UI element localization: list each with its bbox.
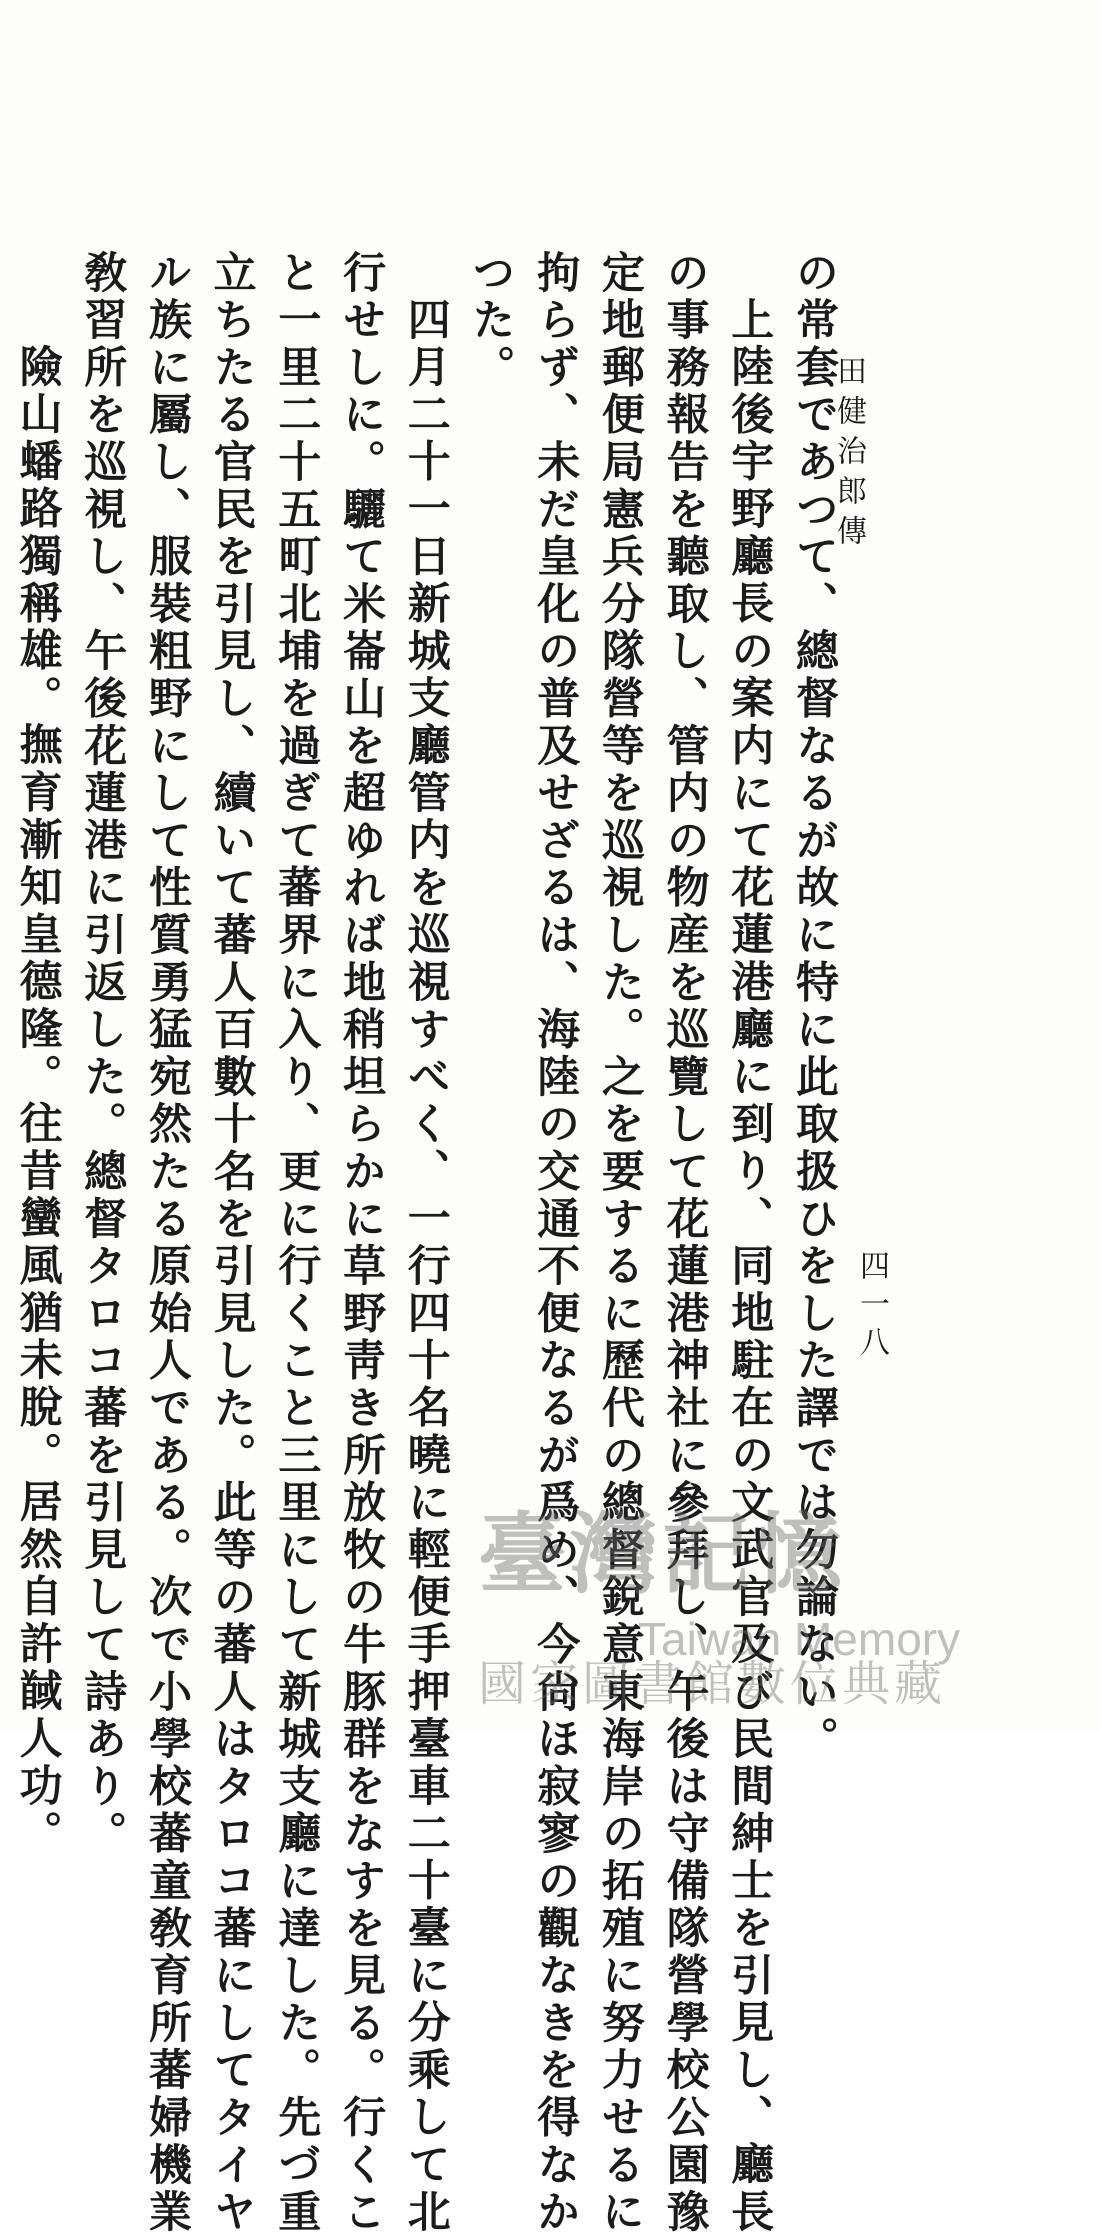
watermark-chinese: 國家圖書館數位典藏 [478,1656,947,1712]
text-column: 拘らず、未だ皇化の普及せざるは、海陸の交通不便なるが爲め、今尙ほ寂寥の觀なきを得なか [530,250,581,2237]
page-number: 四一八 [854,1250,889,1364]
watermark-english: Taiwan Memory [638,1613,961,1665]
text-column: と一里二十五町北埔を過ぎて蕃界に入り、更に行くこと三里にして新城支廳に達した。先づ重 [271,250,322,2237]
poem-column: 險山蟠路獨稱雄。撫育漸知皇德隆。往昔蠻風猶未脫。居然自許馘人功。 [12,344,63,1858]
text-column: 敎習所を巡視し、午後花蓮港に引返した。總督タロコ蕃を引見して詩あり。 [77,250,128,1859]
text-column: ル族に屬し、服裝粗野にして性質勇猛宛然たる原始人である。次で小學校蕃童敎育所蕃婦機業 [141,250,192,2237]
text-column: 行せしに。驪て米崙山を超ゆれば地稍坦らかに草野靑き所放牧の牛豚群をなすを見る。行くこ [336,250,387,2237]
text-column [0,250,5,1670]
text-column: 定地郵便局憲兵分隊營等を巡視した。之を要するに歷代の總督銳意東海岸の拓殖に努力せるに [594,250,645,2237]
text-column: 四月二十一日新城支廳管内を巡視すべく、一行四十名曉に輕便手押臺車二十臺に分乘して北 [400,297,451,2237]
text-column: つた。 [465,250,516,392]
text-column: の事務報告を聽取し、管内の物産を巡覽して花蓮港神社に參拜し、午後は守備隊營學校公園豫 [659,250,710,2237]
text-column: の常套であつて、總督なるが故に特に此取扱ひをした譯では勿論ない。 [789,250,839,1764]
text-column: 上陸後宇野廳長の案内にて花蓮港廳に到り、同地駐在の文武官及び民間紳士を引見し、廳長 [724,297,775,2237]
text-column: 立ちたる官民を引見し、續いて蕃人百數十名を引見した。此等の蕃人はタロコ蕃にしてタイヤ [206,250,257,2237]
running-head: 田健治郎傳 [831,355,866,555]
watermark-logo-text: 臺灣記憶 [478,1502,847,1606]
